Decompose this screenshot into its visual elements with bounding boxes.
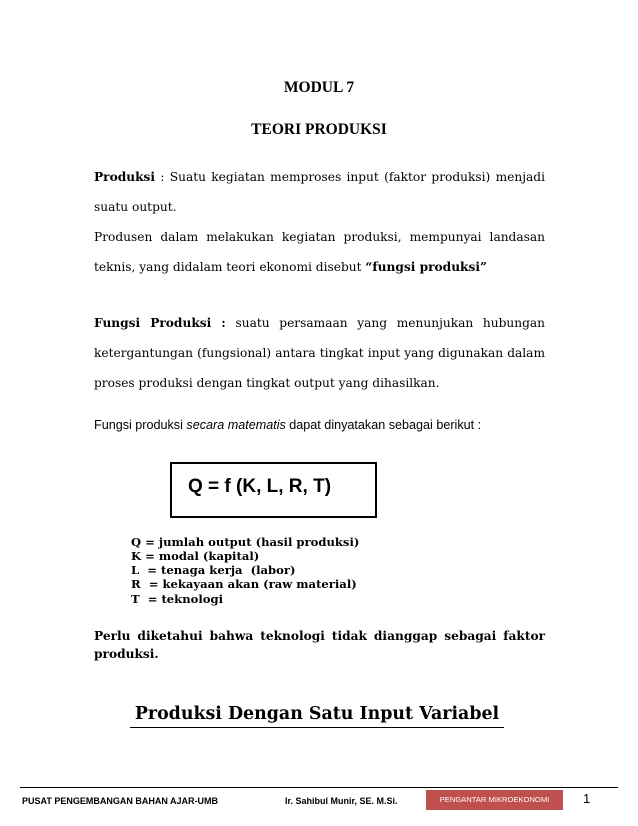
definition-line-4-plain: teknis, yang didalam teori ekonomi disebut xyxy=(94,260,366,274)
footer-divider xyxy=(20,787,618,788)
definition-line-2: suatu output. xyxy=(94,200,177,214)
footer-author: Ir. Sahibul Munir, SE. M.Si. xyxy=(285,796,398,806)
technology-note: Perlu diketahui bahwa teknologi tidak dianggap sebagai faktor produksi. xyxy=(94,629,545,661)
production-function-line-2: ketergantungan (fungsional) antara tingkat input yang digunakan dalam xyxy=(94,346,545,360)
legend-k: K = modal (kapital) xyxy=(131,549,260,563)
legend-q: Q = jumlah output (hasil produksi) xyxy=(131,535,360,549)
page-number: 1 xyxy=(583,791,591,806)
legend-r: R = kekayaan akan (raw material) xyxy=(131,577,357,591)
subheading-underline xyxy=(130,727,504,728)
production-function-term: Fungsi Produksi : xyxy=(94,316,226,330)
production-function-line-3: proses produksi dengan tingkat output yang dihasilkan. xyxy=(94,376,440,390)
math-intro-before: Fungsi produksi xyxy=(94,418,187,432)
footer-publisher: PUSAT PENGEMBANGAN BAHAN AJAR-UMB xyxy=(22,796,219,806)
fungsi-produksi-term: “fungsi produksi” xyxy=(365,260,488,274)
footer-course-badge: PENGANTAR MIKROEKONOMI xyxy=(426,790,563,810)
legend-t: T = teknologi xyxy=(131,592,224,606)
production-function-line-1 xyxy=(94,316,545,330)
section-subheading: Produksi Dengan Satu Input Variabel xyxy=(134,704,500,724)
definition-line-4 xyxy=(94,260,487,274)
definition-line-1-rest: : Suatu kegiatan memproses input (faktor produksi) menjadi xyxy=(155,170,545,184)
definition-line-1 xyxy=(94,170,545,184)
math-intro-italic: secara matematis xyxy=(186,418,286,432)
production-formula: Q = f (K, L, R, T) xyxy=(188,476,332,497)
math-intro-after: dapat dinyatakan sebagai berikut : xyxy=(285,418,482,432)
definition-term: Produksi xyxy=(94,170,156,184)
production-function-line-1-rest: suatu persamaan yang menunjukan hubungan xyxy=(225,316,545,330)
legend-l: L = tenaga kerja (labor) xyxy=(131,563,296,577)
definition-line-3: Produsen dalam melakukan kegiatan produksi, mempunyai landasan xyxy=(94,230,545,244)
topic-title: TEORI PRODUKSI xyxy=(251,121,387,138)
math-intro xyxy=(94,418,481,432)
module-title: MODUL 7 xyxy=(283,79,355,96)
